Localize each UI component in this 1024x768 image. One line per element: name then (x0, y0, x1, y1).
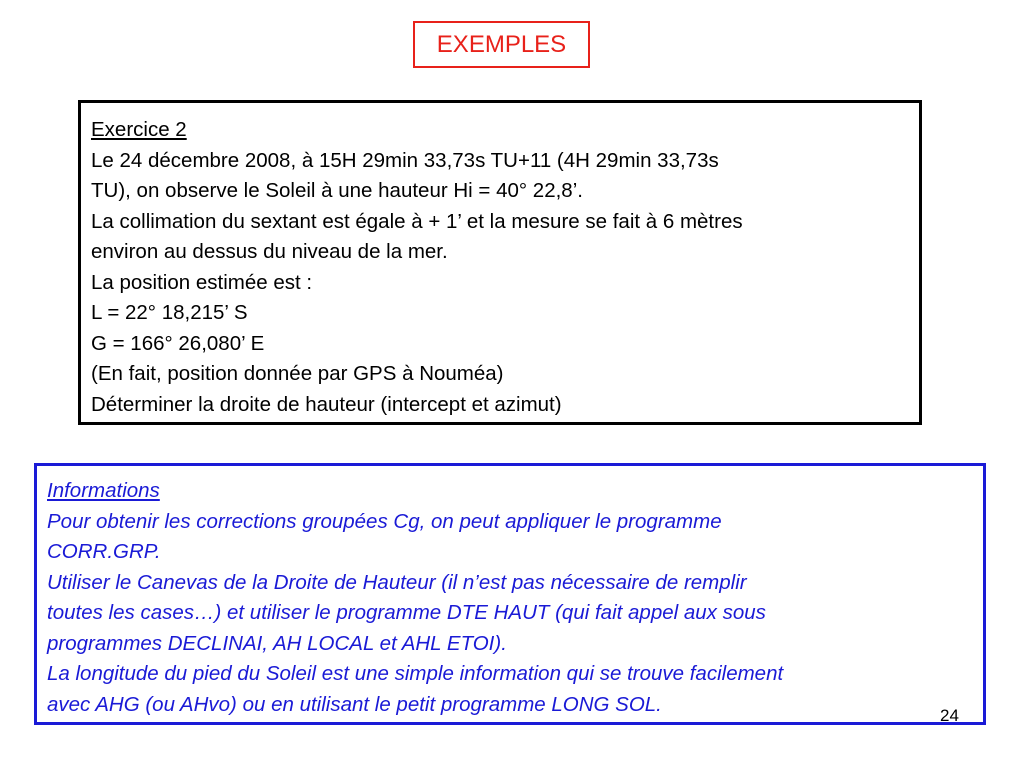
information-line: programmes DECLINAI, AH LOCAL et AHL ETOI). (47, 631, 507, 655)
slide-title-text: EXEMPLES (436, 30, 567, 58)
exercise-line: TU), on observe le Soleil à une hauteur Hi = 40° 22,8’. (91, 179, 583, 202)
exercise-line: La collimation du sextant est égale à + 1’ et la mesure se fait à 6 mètres (91, 209, 743, 233)
exercise-line: environ au dessus du niveau de la mer. (91, 240, 448, 263)
information-line: La longitude du pied du Soleil est une simple information qui se trouve facilement (47, 662, 784, 685)
exercise-line: La position estimée est : (91, 270, 313, 294)
information-heading: Informations (47, 479, 160, 502)
information-line: avec AHG (ou AHvo) ou en utilisant le petit programme LONG SOL. (47, 692, 662, 716)
exercise-line: G = 166° 26,080’ E (91, 331, 265, 355)
exercise-heading: Exercice 2 (91, 118, 187, 141)
exercise-box (78, 100, 922, 425)
page-number: 24 (940, 706, 959, 725)
exercise-line: Déterminer la droite de hauteur (intercept et azimut) (91, 392, 562, 416)
information-line: CORR.GRP. (47, 540, 161, 563)
exercise-line: L = 22° 18,215’ S (91, 301, 248, 324)
information-line: Pour obtenir les corrections groupées Cg, on peut appliquer le programme (47, 509, 722, 533)
information-line: toutes les cases…) et utiliser le programme DTE HAUT (qui fait appel aux sous (47, 601, 766, 624)
exercise-line: Le 24 décembre 2008, à 15H 29min 33,73s TU+11 (4H 29min 33,73s (91, 148, 719, 172)
information-line: Utiliser le Canevas de la Droite de Hauteur (il n’est pas nécessaire de remplir (47, 570, 747, 594)
information-box (34, 463, 986, 725)
slide-title (413, 21, 590, 68)
exercise-line: (En fait, position donnée par GPS à Nouméa) (91, 362, 504, 385)
